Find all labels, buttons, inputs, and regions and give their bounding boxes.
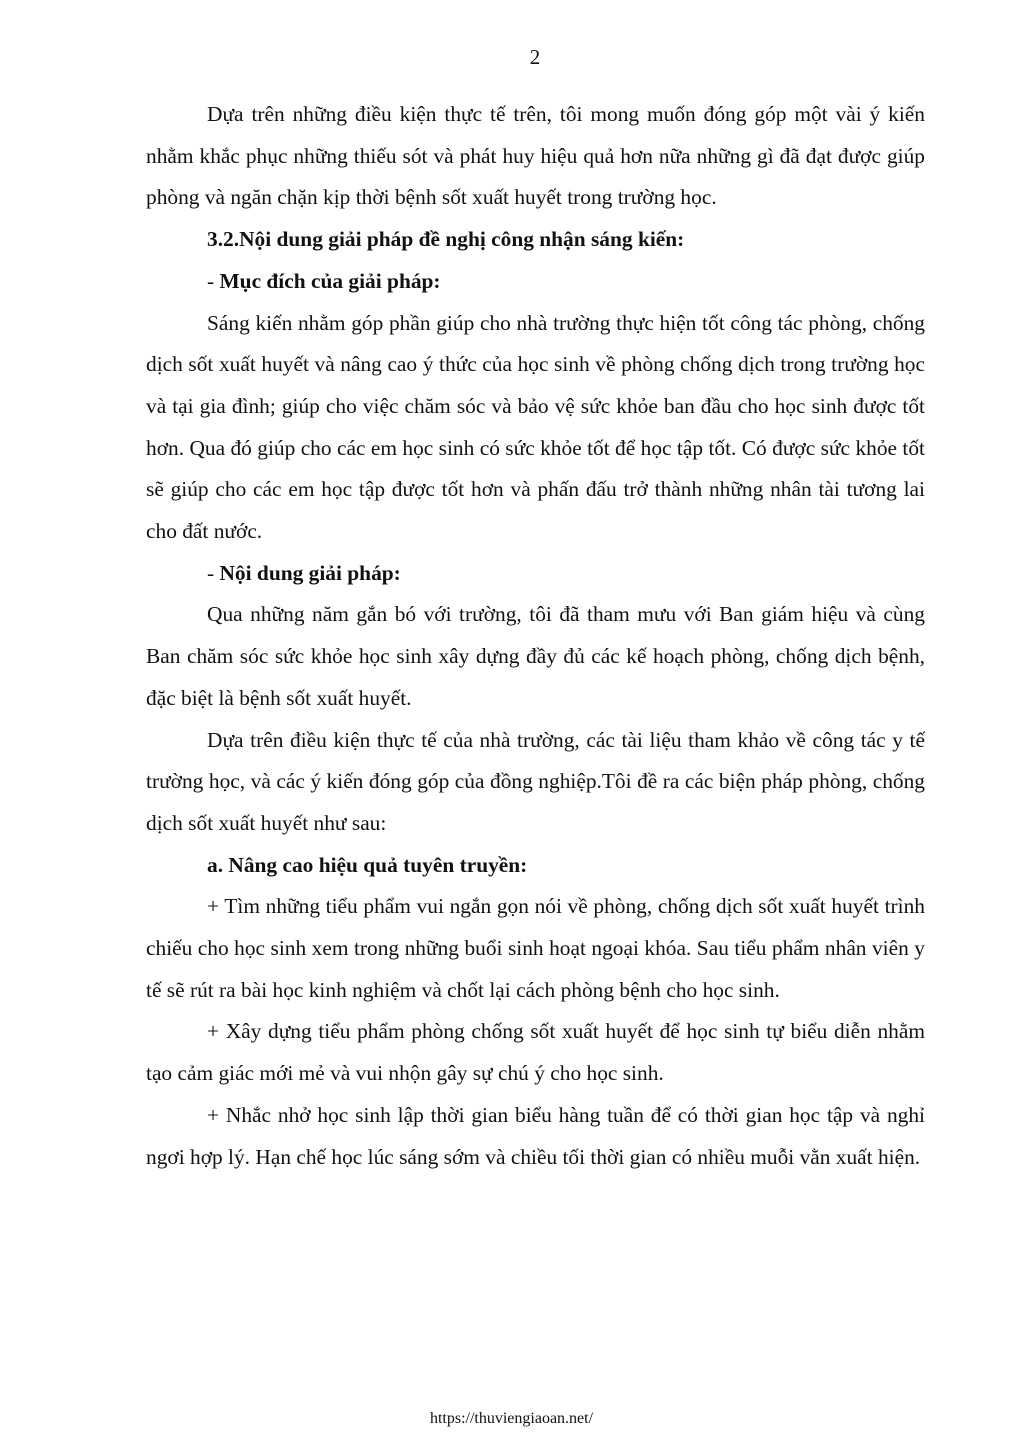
list-item-skit-performance: + Xây dựng tiểu phẩm phòng chống sốt xuất huyết để học sinh tự biểu diễn nhằm tạo cảm giác mới mẻ và vui nhộn gây sự chú ý cho học sinh. [146, 1019, 925, 1086]
bullet-dash: - [207, 560, 220, 585]
paragraph-purpose: Sáng kiến nhằm góp phần giúp cho nhà trường thực hiện tốt công tác phòng, chống dịch sốt xuất huyết và nâng cao ý thức của học sinh về phòng chống dịch trong trường học và tại gia đình; giúp cho việc chăm sóc và bảo vệ sức khỏe ban đầu cho học sinh được tốt hơn. Qua đó giúp cho các em học sinh có sức khỏe tốt để học tập tốt. Có được sức khỏe tốt sẽ giúp cho các em học tập được tốt hơn và phấn đấu trở thành những nhân tài tương lai cho đất nước. [146, 310, 925, 544]
list-item-skit-screening: + Tìm những tiểu phẩm vui ngắn gọn nói về phòng, chống dịch sốt xuất huyết trình chiếu cho học sinh xem trong những buổi sinh hoạt ngoại khóa. Sau tiểu phẩm nhân viên y tế sẽ rút ra bài học kinh nghiệm và chốt lại cách phòng bệnh cho học sinh. [146, 894, 925, 1002]
subheading-purpose-label: Mục đích của giải pháp: [219, 268, 441, 293]
page-number: 2 [529, 45, 541, 69]
footer-url: https://thuviengiaoan.net/ [429, 1410, 594, 1427]
paragraph-content-2: Dựa trên điều kiện thực tế của nhà trường, các tài liệu tham khảo về công tác y tế trường học, và các ý kiến đóng góp của đồng nghiệp.Tôi đề ra các biện pháp phòng, chống dịch sốt xuất huyết như sau: [146, 727, 925, 835]
paragraph-intro: Dựa trên những điều kiện thực tế trên, tôi mong muốn đóng góp một vài ý kiến nhằm khắc phục những thiếu sót và phát huy hiệu quả hơn nữa những gì đã đạt được giúp phòng và ngăn chặn kịp thời bệnh sốt xuất huyết trong trường học. [146, 102, 925, 210]
bullet-dash: - [207, 268, 220, 293]
subheading-content-label: Nội dung giải pháp: [219, 560, 401, 585]
subheading-purpose [146, 261, 925, 303]
subheading-propaganda: a. Nâng cao hiệu quả tuyên truyền: [207, 852, 528, 877]
paragraph-content-1: Qua những năm gắn bó với trường, tôi đã tham mưu với Ban giám hiệu và cùng Ban chăm sóc sức khỏe học sinh xây dựng đầy đủ các kế hoạch phòng, chống dịch bệnh, đặc biệt là bệnh sốt xuất huyết. [146, 602, 925, 710]
subheading-content [146, 553, 925, 595]
list-item-timetable: + Nhắc nhở học sinh lập thời gian biểu hàng tuần để có thời gian học tập và nghỉ ngơi hợp lý. Hạn chế học lúc sáng sớm và chiều tối thời gian có nhiều muỗi vằn xuất hiện. [146, 1102, 925, 1169]
section-heading-3-2: 3.2.Nội dung giải pháp đề nghị công nhận sáng kiến: [207, 227, 685, 252]
document-body [146, 94, 925, 1178]
